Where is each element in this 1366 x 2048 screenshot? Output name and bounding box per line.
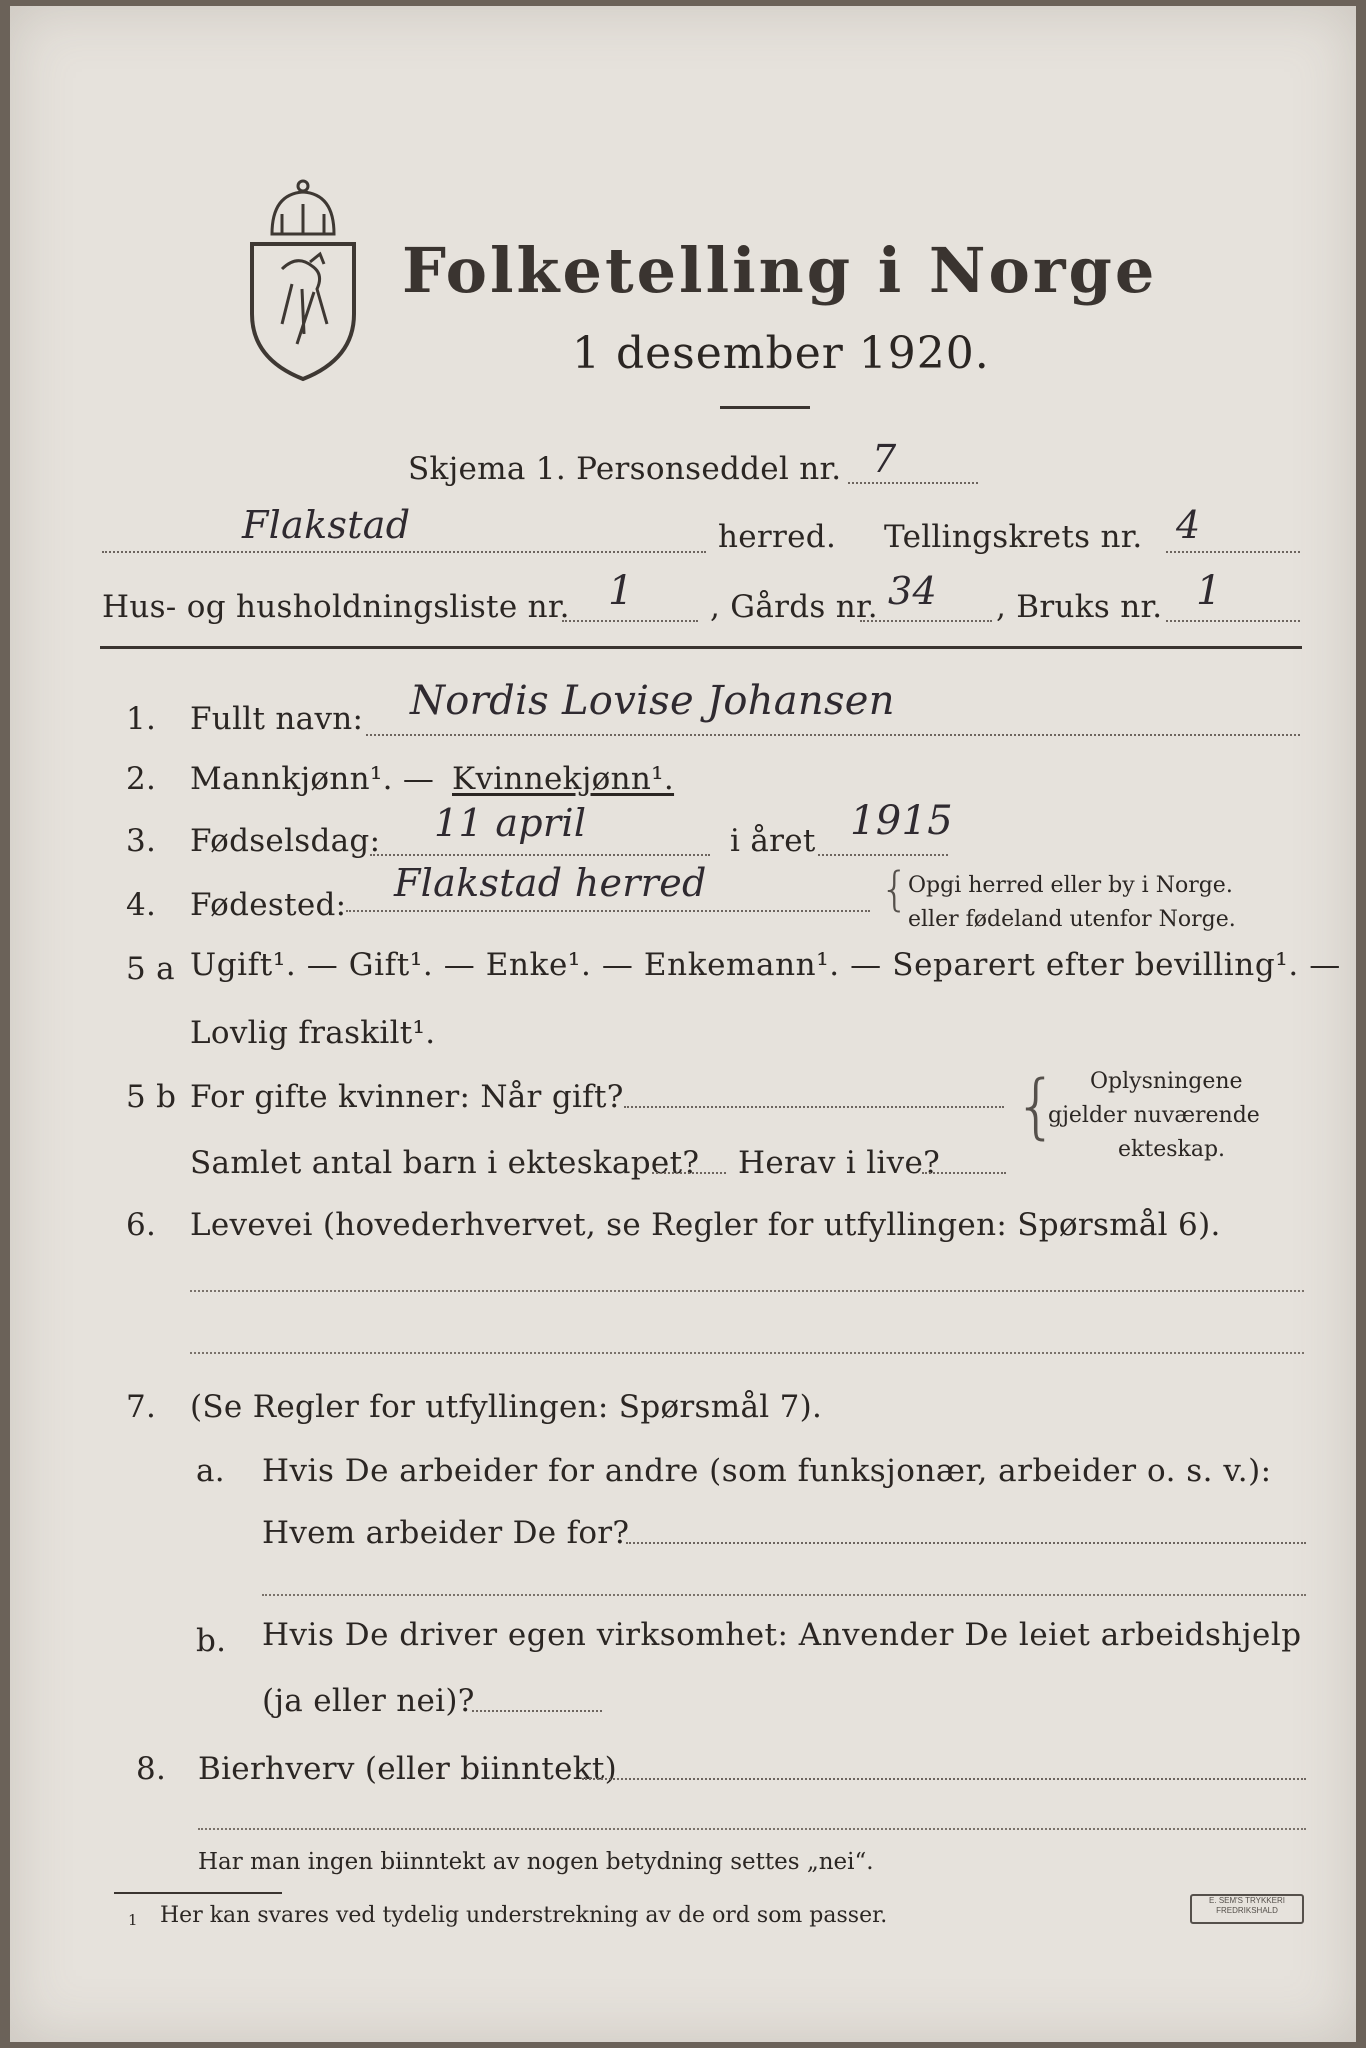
form-title: Folketelling i Norge	[402, 234, 1158, 307]
q5b-number: 5 b	[126, 1079, 177, 1115]
alive-line[interactable]	[922, 1172, 1006, 1174]
q4-label: Fødested:	[190, 887, 347, 923]
stamp-line-2: FREDRIKSHALD	[1216, 1906, 1278, 1915]
skjema-line	[848, 482, 978, 484]
birthplace-value[interactable]: Flakstad herred	[394, 861, 707, 905]
q7-number: 7.	[126, 1389, 157, 1425]
married-date-line[interactable]	[624, 1106, 1004, 1108]
q4-brace: {	[880, 862, 910, 916]
sex-male-option[interactable]: Mannkjønn¹. —	[190, 761, 435, 797]
birth-year-value[interactable]: 1915	[850, 798, 953, 844]
q5b-note-3: ekteskap.	[1118, 1137, 1226, 1162]
q4-line	[346, 910, 870, 912]
employer-line[interactable]	[626, 1542, 1306, 1544]
q2-number: 2.	[126, 761, 157, 797]
tellingskrets-value[interactable]: 4	[1176, 503, 1201, 547]
gards-label: , Gårds nr.	[710, 589, 878, 625]
q5b-label: For gifte kvinner: Når gift?	[190, 1079, 624, 1115]
birthday-value[interactable]: 11 april	[434, 801, 587, 845]
skjema-label: Skjema 1. Personseddel nr.	[408, 451, 842, 487]
coat-of-arms-icon	[242, 174, 364, 384]
bruks-label: , Bruks nr.	[996, 589, 1163, 625]
employer-line-2[interactable]	[262, 1594, 1306, 1596]
year-label: i året	[730, 823, 816, 859]
alive-label: Herav i live?	[738, 1145, 941, 1181]
hus-label: Hus- og husholdningsliste nr.	[102, 589, 570, 625]
children-line[interactable]	[652, 1172, 726, 1174]
q1-line	[366, 734, 1300, 736]
q7-label: (Se Regler for utfyllingen: Spørsmål 7).	[190, 1389, 823, 1425]
year-line	[818, 854, 948, 856]
q3-number: 3.	[126, 823, 157, 859]
occupation-line-2[interactable]	[190, 1352, 1304, 1354]
occupation-line-1[interactable]	[190, 1290, 1304, 1292]
footnote-mark: 1	[128, 1911, 138, 1929]
q6-label: Levevei (hovederhvervet, se Regler for utfyllingen: Spørsmål 6).	[190, 1207, 1221, 1243]
tellingskrets-label: Tellingskrets nr.	[884, 519, 1143, 555]
tellingskrets-line	[1166, 551, 1300, 553]
herred-value[interactable]: Flakstad	[242, 503, 411, 547]
q4-note-2: eller fødeland utenfor Norge.	[908, 907, 1236, 932]
census-date: 1 desember 1920.	[572, 328, 990, 379]
q5a-number: 5 a	[126, 951, 175, 987]
q5b-note-2: gjelder nuværende	[1048, 1103, 1260, 1128]
bruks-value[interactable]: 1	[1196, 568, 1222, 614]
q6-number: 6.	[126, 1207, 157, 1243]
q8-label: Bierhverv (eller biinntekt)	[198, 1751, 618, 1787]
q7a-number: a.	[196, 1453, 225, 1489]
census-form	[10, 6, 1356, 2042]
sex-female-option[interactable]: Kvinnekjønn¹.	[452, 761, 675, 797]
printer-stamp	[1190, 1894, 1304, 1924]
full-name-value[interactable]: Nordis Lovise Johansen	[410, 678, 895, 724]
children-label: Samlet antal barn i ekteskapet?	[190, 1145, 700, 1181]
hus-line	[562, 620, 698, 622]
stamp-line-1: E. SEM'S TRYKKERI	[1209, 1896, 1285, 1905]
hus-value[interactable]: 1	[608, 568, 634, 614]
employer-label: Hvem arbeider De for?	[262, 1515, 630, 1551]
side-income-line[interactable]	[582, 1778, 1306, 1780]
bruks-line	[1166, 620, 1300, 622]
q4-number: 4.	[126, 887, 157, 923]
herred-label: herred.	[718, 519, 837, 555]
q7b-number: b.	[196, 1623, 227, 1659]
marital-status-divorced[interactable]: Lovlig fraskilt¹.	[190, 1015, 436, 1051]
header-divider	[100, 646, 1302, 649]
q4-note-1: Opgi herred eller by i Norge.	[908, 873, 1233, 898]
q5b-note-1: Oplysningene	[1090, 1069, 1243, 1094]
q3-label: Fødselsdag:	[190, 823, 381, 859]
q8-note: Har man ingen biinntekt av nogen betydning settes „nei“.	[198, 1849, 874, 1875]
side-income-line-2[interactable]	[198, 1828, 1306, 1830]
herred-line	[102, 551, 706, 553]
q5b-brace: {	[1014, 1065, 1059, 1147]
skjema-value[interactable]: 7	[872, 437, 897, 481]
gards-value[interactable]: 34	[888, 569, 937, 613]
hired-help-line[interactable]	[472, 1710, 602, 1712]
q3-line	[370, 854, 710, 856]
hired-help-label: (ja eller nei)?	[262, 1683, 475, 1719]
gards-line	[860, 620, 992, 622]
title-divider	[720, 406, 810, 409]
q7a-label: Hvis De arbeider for andre (som funksjonær, arbeider o. s. v.):	[262, 1453, 1272, 1489]
marital-status-options[interactable]: Ugift¹. — Gift¹. — Enke¹. — Enkemann¹. — Separert efter bevilling¹. —	[190, 947, 1341, 983]
footnote-text: Her kan svares ved tydelig understrekning av de ord som passer.	[160, 1903, 888, 1928]
q1-number: 1.	[126, 701, 157, 737]
q1-label: Fullt navn:	[190, 701, 364, 737]
q8-number: 8.	[136, 1751, 167, 1787]
q7b-label: Hvis De driver egen virksomhet: Anvender De leiet arbeidshjelp	[262, 1617, 1302, 1653]
footnote-divider	[114, 1892, 282, 1894]
